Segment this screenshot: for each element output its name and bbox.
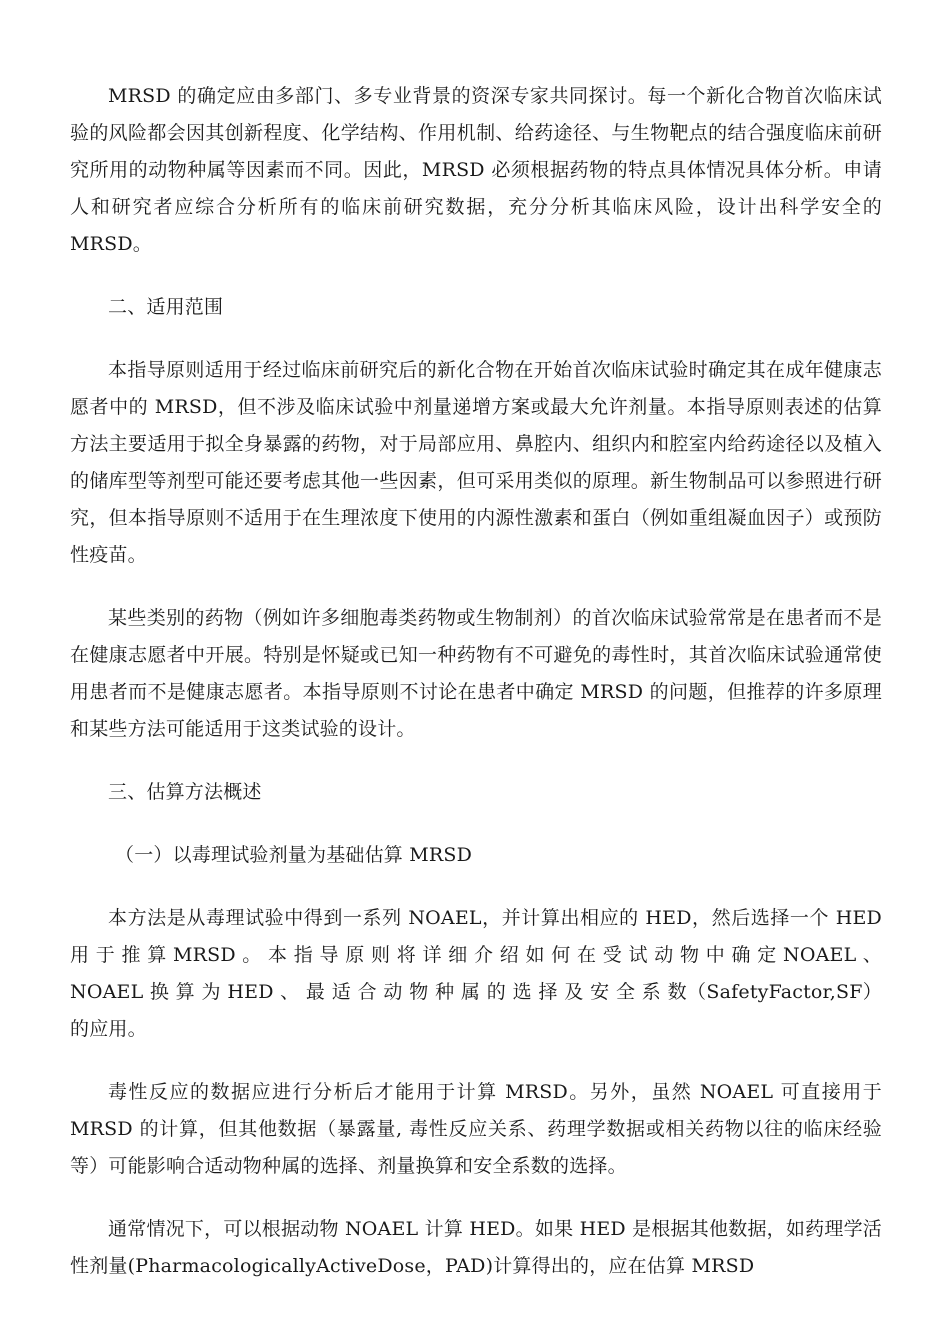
section-heading-scope: 二、适用范围 [108, 296, 224, 318]
paragraph-toxicity-data: 毒性反应的数据应进行分析后才能用于计算 MRSD。另外，虽然 NOAEL 可直接用于 MRSD 的计算，但其他数据（暴露量, 毒性反应关系、药理学数据或相关药物以往的临床经验等）可能影响合适动物种属的选择、剂量换算和安全系数的选择。 [70, 1081, 882, 1177]
paragraph-scope: 本指导原则适用于经过临床前研究后的新化合物在开始首次临床试验时确定其在成年健康志愿者中的 MRSD，但不涉及临床试验中剂量递增方案或最大允许剂量。本指导原则表述的估算方法主要适用于拟全身暴露的药物，对于局部应用、鼻腔内、组织内和腔室内给药途径以及植入的储库型等剂型可能还要考虑其他一些因素，但可采用类似的原理。新生物制品可以参照进行研究，但本指导原则不适用于在生理浓度下使用的内源性激素和蛋白（例如重组凝血因子）或预防性疫苗。 [70, 359, 882, 566]
paragraph-patient-trials: 某些类别的药物（例如许多细胞毒类药物或生物制剂）的首次临床试验常常是在患者而不是在健康志愿者中开展。特别是怀疑或已知一种药物有不可避免的毒性时，其首次临床试验通常使用患者而不是健康志愿者。本指导原则不讨论在患者中确定 MRSD 的问题，但推荐的许多原理和某些方法可能适用于这类试验的设计。 [70, 607, 882, 740]
paragraph-noael-hed: 本方法是从毒理试验中得到一系列 NOAEL，并计算出相应的 HED，然后选择一个 HED 用 于 推 算 MRSD 。 本 指 导 原 则 将 详 细 介 绍 如 何 在 受 试 动 物 中 确 定 NOAEL 、 NOAEL 换 算 为 HED 、 最 适 合 动 物 种 属 的 选 择 及 安 全 系 数（SafetyFactor,SF）的应用。 [70, 907, 882, 1040]
subsection-heading-toxicology: （一）以毒理试验剂量为基础估算 MRSD [115, 844, 473, 866]
section-heading-methods: 三、估算方法概述 [108, 781, 262, 803]
document-page [70, 78, 882, 1285]
paragraph-hed-calculation: 通常情况下，可以根据动物 NOAEL 计算 HED。如果 HED 是根据其他数据，如药理学活性剂量(PharmacologicallyActiveDose，PAD)计算得出的，应在估算 MRSD [70, 1218, 882, 1277]
paragraph-mrsd-determination: MRSD 的确定应由多部门、多专业背景的资深专家共同探讨。每一个新化合物首次临床试验的风险都会因其创新程度、化学结构、作用机制、给药途径、与生物靶点的结合强度临床前研究所用的动物种属等因素而不同。因此，MRSD 必须根据药物的特点具体情况具体分析。申请人和研究者应综合分析所有的临床前研究数据，充分分析其临床风险，设计出科学安全的 MRSD。 [70, 85, 882, 255]
